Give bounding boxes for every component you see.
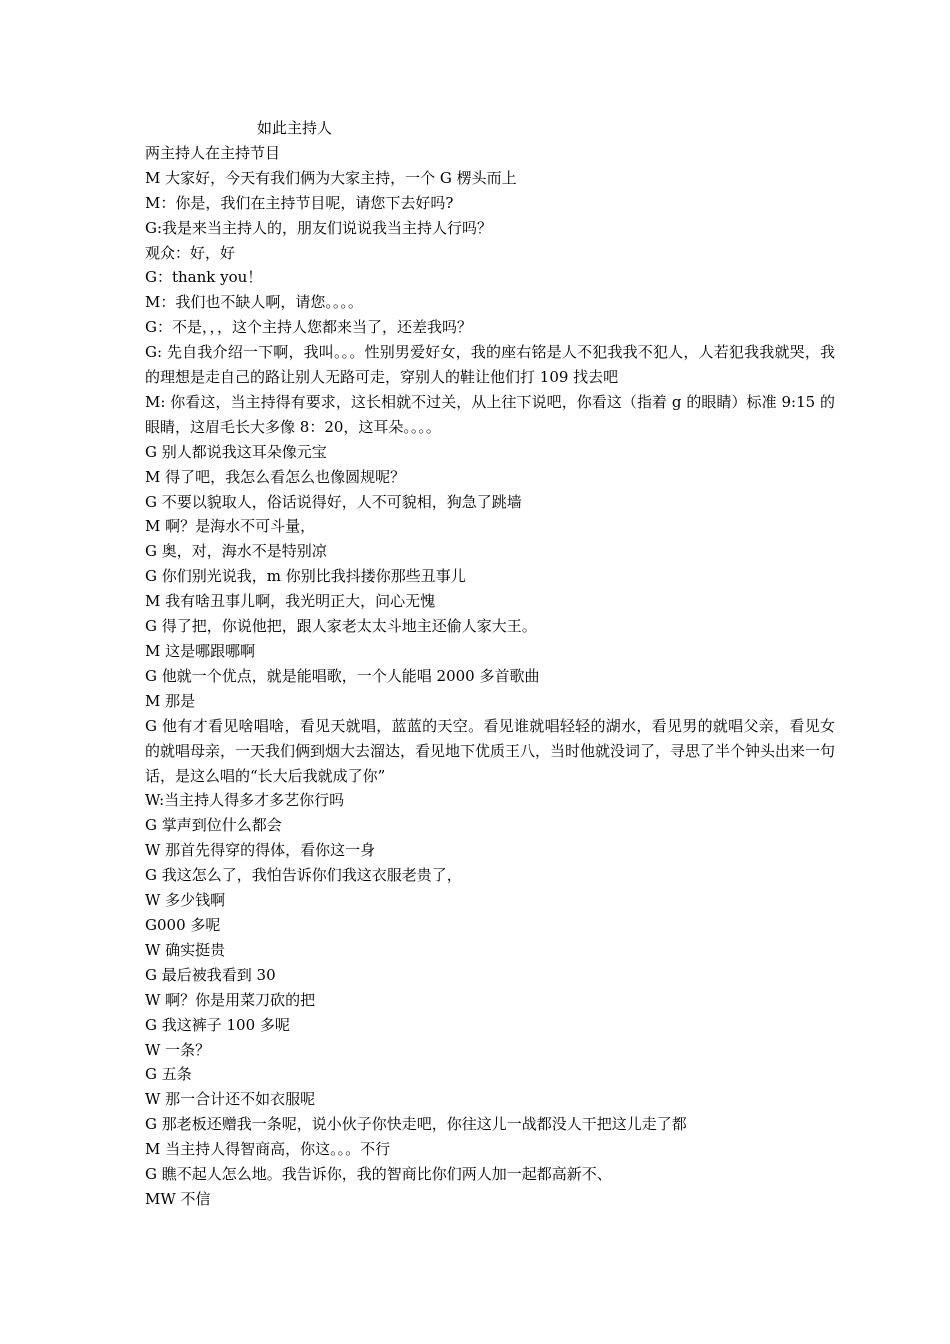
text-line: G 五条 bbox=[145, 1065, 192, 1084]
text-line: 两主持人在主持节目 bbox=[145, 143, 281, 162]
text-line: M 得了吧，我怎么看怎么也像圆规呢？ bbox=[145, 467, 406, 486]
text-line: G 我这怎么了，我怕告诉你们我这衣服老贵了， bbox=[145, 866, 462, 885]
text-line: W 多少钱啊 bbox=[145, 891, 226, 910]
text-line: G 最后被我看到 30 bbox=[145, 965, 276, 984]
text-paragraph: G 他有才看见啥唱啥，看见天就唱，蓝蓝的天空。看见谁就唱轻轻的湖水，看见男的就唱父亲，看见女的就唱母亲，一天我们俩到烟大去溜达，看见地下优质王八，当时他就没词了，寻思了半个钟头出来一句话，是这么唱的“长大后我就成了你” bbox=[145, 716, 836, 785]
text-line: M 我有啥丑事儿啊，我光明正大，问心无愧 bbox=[145, 592, 436, 611]
text-line: M 大家好，今天有我们俩为大家主持，一个 G 楞头而上 bbox=[145, 168, 517, 187]
text-line: W 那一合计还不如衣服呢 bbox=[145, 1090, 316, 1109]
text-line: W 一条？ bbox=[145, 1040, 211, 1059]
text-paragraph: G: 先自我介绍一下啊，我叫。。。性别男爱好女，我的座右铭是人不犯我我不犯人，人若犯我我就哭，我的理想是走自己的路让别人无路可走，穿别人的鞋让他们打 109 找去吧 bbox=[145, 343, 835, 387]
text-line: G 他就一个优点，就是能唱歌，一个人能唱 2000 多首歌曲 bbox=[145, 666, 540, 685]
text-line: W 那首先得穿的得体，看你这一身 bbox=[145, 841, 376, 860]
text-line: G 你们别光说我，m 你别比我抖搂你那些丑事儿 bbox=[145, 567, 466, 586]
text-line: G：thank you！ bbox=[145, 268, 263, 287]
text-line: G 那老板还赠我一条呢，说小伙子你快走吧，你往这儿一战都没人干把这儿走了都 bbox=[145, 1115, 687, 1134]
text-line: G 我这裤子 100 多呢 bbox=[145, 1015, 290, 1034]
text-line: W 啊？你是用菜刀砍的把 bbox=[145, 990, 316, 1009]
text-line: M 啊？是海水不可斗量， bbox=[145, 517, 316, 536]
text-line: G 别人都说我这耳朵像元宝 bbox=[145, 442, 327, 461]
text-paragraph: M: 你看这，当主持得有要求，这长相就不过关，从上往下说吧，你看这（指着 g 的眼睛）标准 9:15 的眼睛，这眉毛长大多像 8：20，这耳朵。。。。 bbox=[145, 392, 835, 436]
text-line: 观众：好，好 bbox=[145, 243, 236, 262]
text-line: M：我们也不缺人啊，请您。。。。 bbox=[145, 293, 363, 312]
text-line: W:当主持人得多才多艺你行吗 bbox=[145, 791, 345, 810]
text-line: G 瞧不起人怎么地。我告诉你，我的智商比你们两人加一起都高新不、 bbox=[145, 1165, 612, 1184]
text-line: M：你是，我们在主持节目呢，请您下去好吗? bbox=[145, 193, 454, 212]
text-line: M 那是 bbox=[145, 691, 196, 710]
text-line: G 奥，对，海水不是特别凉 bbox=[145, 542, 327, 561]
text-line: M 当主持人得智商高，你这。。。不行 bbox=[145, 1140, 391, 1159]
document-body bbox=[145, 116, 835, 1212]
text-line: G 掌声到位什么都会 bbox=[145, 816, 282, 835]
text-line: MW 不信 bbox=[145, 1189, 211, 1208]
text-line: G:我是来当主持人的，朋友们说说我当主持人行吗？ bbox=[145, 218, 493, 237]
text-line: G 不要以貌取人，俗话说得好，人不可貌相，狗急了跳墙 bbox=[145, 492, 522, 511]
text-line: W 确实挺贵 bbox=[145, 940, 226, 959]
text-line: G：不是，，，这个主持人您都来当了，还差我吗？ bbox=[145, 318, 472, 337]
document-title: 如此主持人 bbox=[257, 119, 333, 137]
text-line: G 得了把，你说他把，跟人家老太太斗地主还偷人家大王。 bbox=[145, 617, 537, 636]
text-line: M 这是哪跟哪啊 bbox=[145, 642, 256, 661]
text-line: G000 多呢 bbox=[145, 915, 221, 934]
